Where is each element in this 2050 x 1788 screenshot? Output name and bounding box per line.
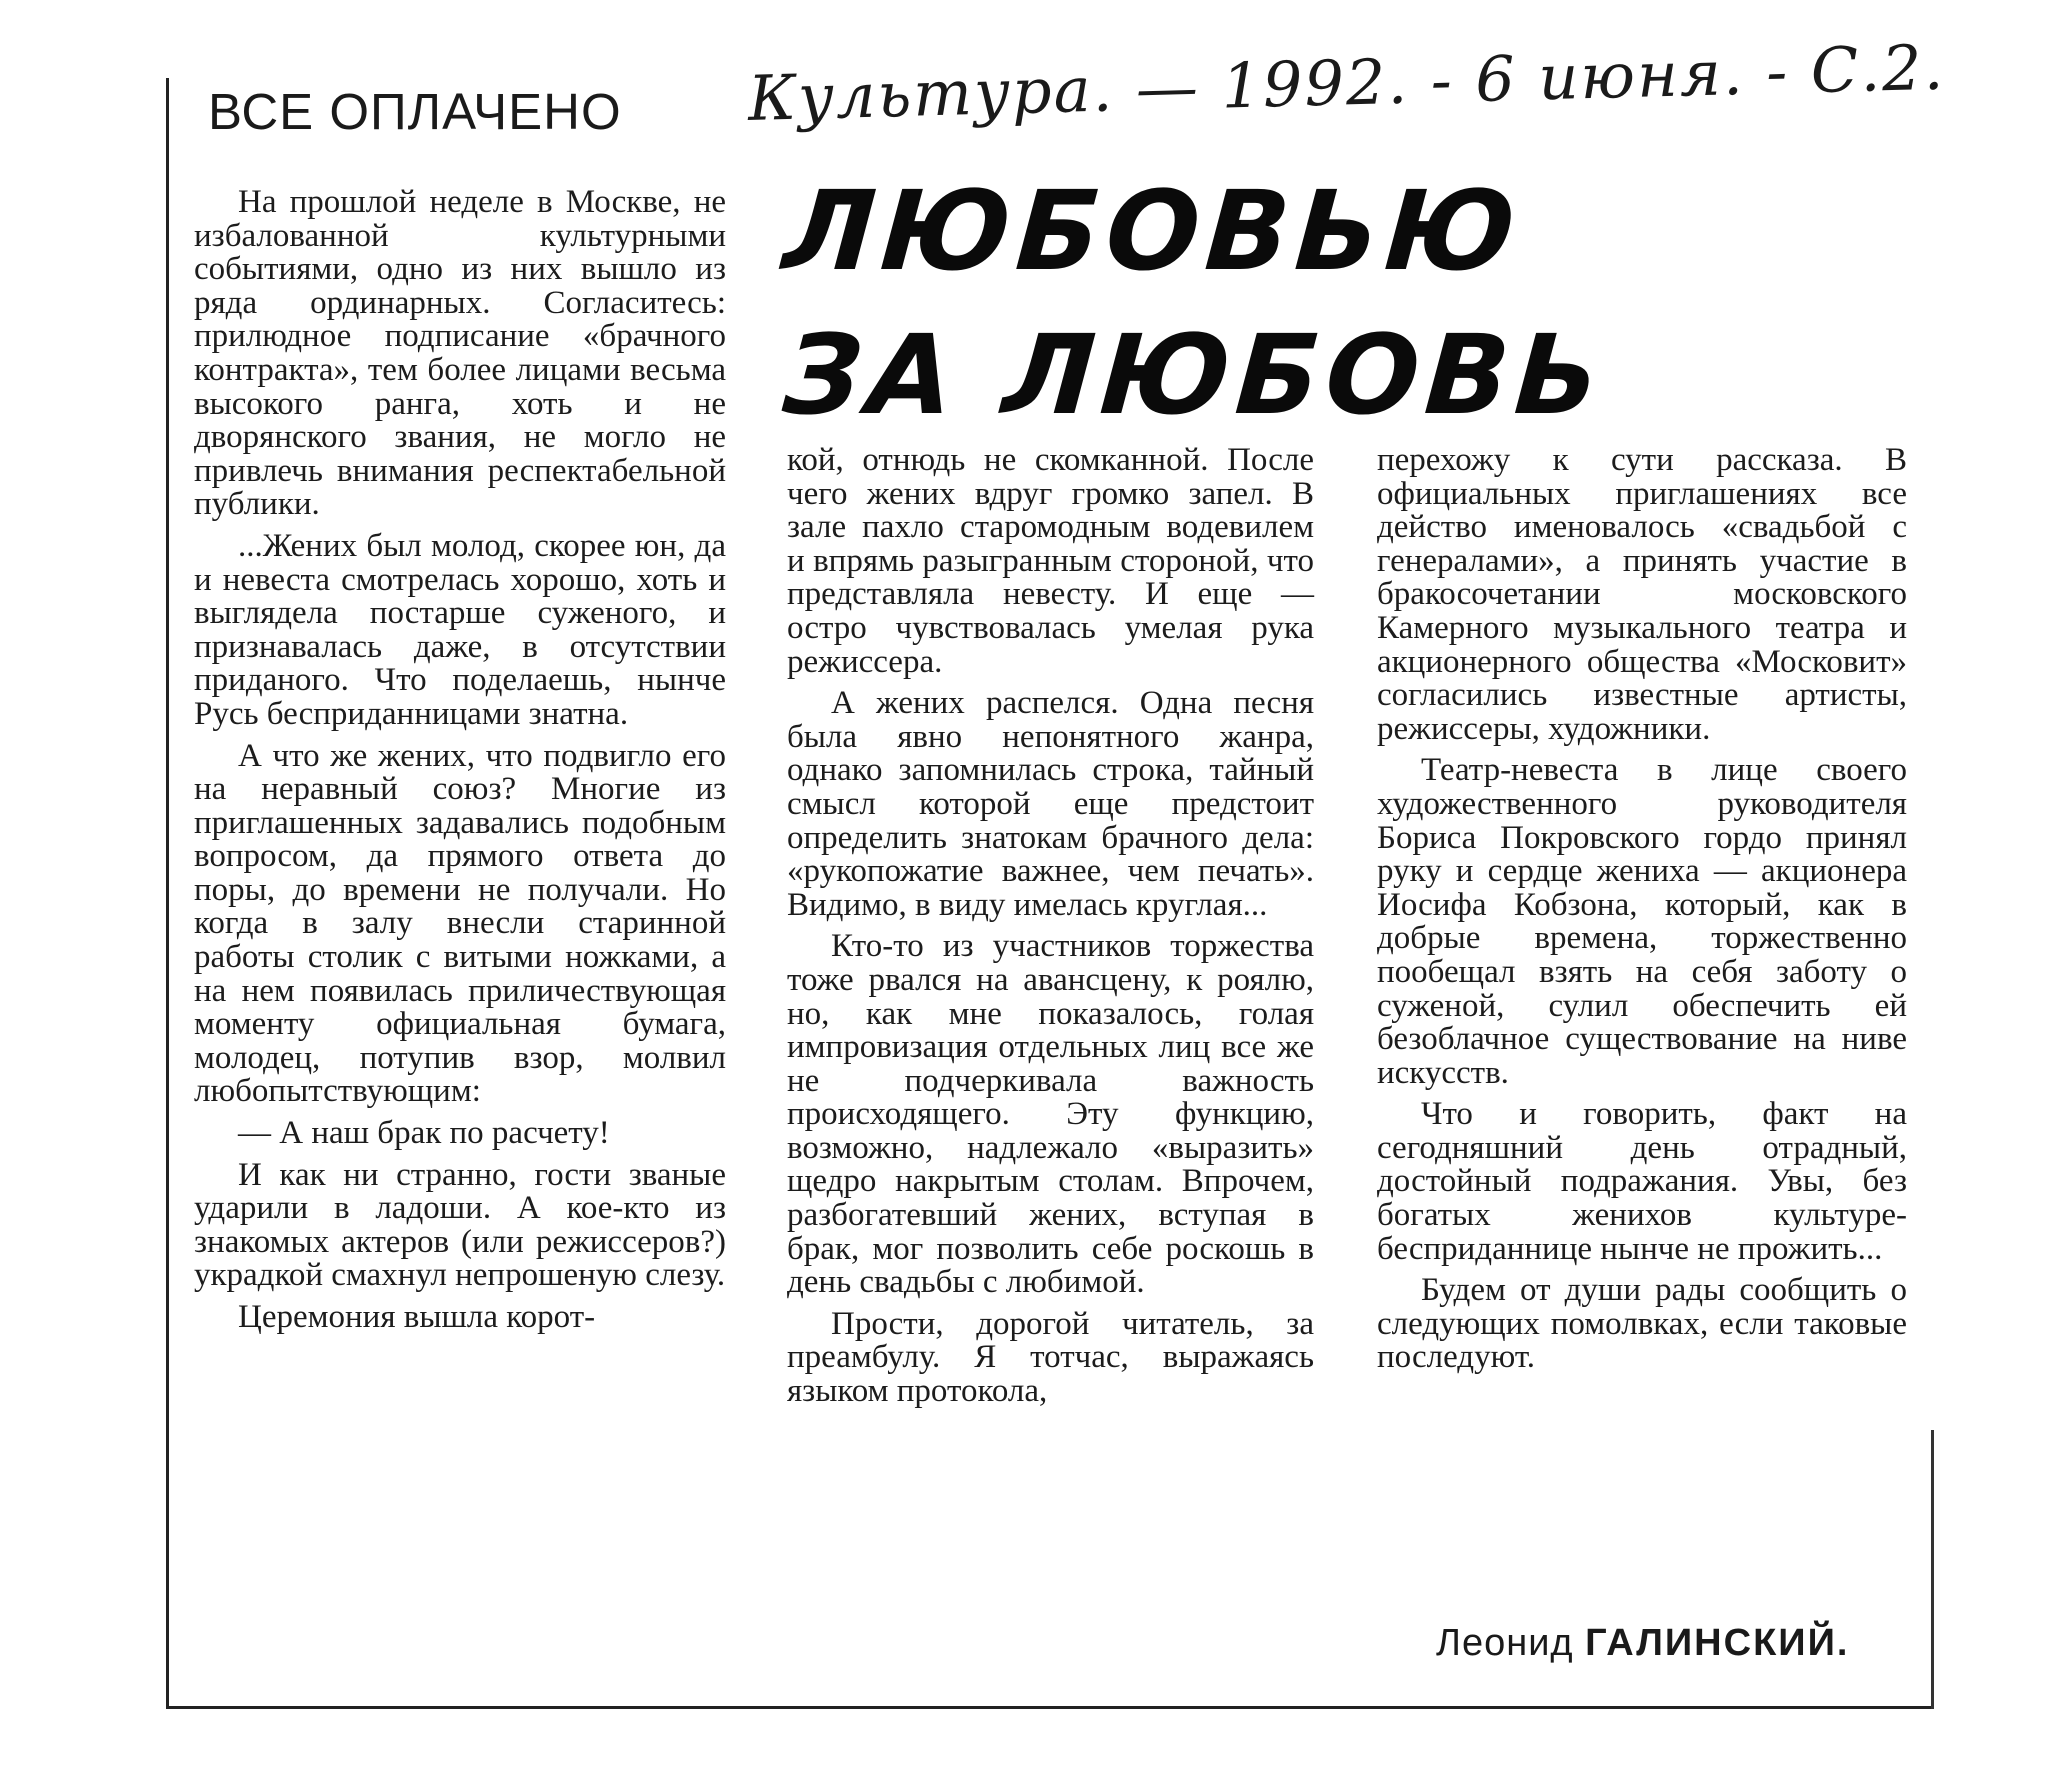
- author-surname: ГАЛИНСКИЙ.: [1585, 1622, 1850, 1664]
- paragraph: перехожу к сути рассказа. В официальных приглашениях все действо именовалось «свадьбой с генералами», а принять участие в бракосочетании московского Камерного музыкального театра и акционерного общества «Московит» согласились известные артисты, режиссеры, художники.: [1377, 442, 1907, 747]
- paragraph: Кто-то из участников торжества тоже рвался на авансцену, к роялю, но, как мне показалось, голая импровизация отдельных лиц все же не подчеркивала важность происходящего. Эту функцию, возможно, надлежало «выразить» щедро накрытым столам. Впрочем, разбогатевший жених, вступая в брак, мог позволить себе роскошь в день свадьбы с любимой.: [787, 928, 1314, 1301]
- article-column-1: [194, 186, 726, 1335]
- rubric-title: ВСЕ ОПЛАЧЕНО: [208, 83, 622, 140]
- paragraph: А жених распелся. Одна песня была явно непонятного жанра, однако запомнилась строка, тайный смысл которой еще предстоит определить знатокам брачного дела: «рукопожатие важнее, чем печать». Видимо, в виду имелась круглая...: [787, 685, 1314, 923]
- paragraph: Театр-невеста в лице своего художественного руководителя Бориса Покровского гордо принял руку и сердце жениха — акционера Иосифа Кобзона, который, как в добрые времена, торжественно пообещал взять на себя заботу о суженой, сулил обеспечить ей безоблачное существование на ниве искусств.: [1377, 752, 1907, 1091]
- paragraph: На прошлой неделе в Москве, не избалованной культурными событиями, одно из них вышло из ряда ординарных. Согласитесь: прилюдное подписание «брачного контракта», тем более лицами весьма высокого ранга, хоть и не дворянского звания, не могло не привлечь внимания респектабельной публики.: [194, 184, 726, 523]
- headline-line-1: ЛЮБОВЬЮ: [779, 167, 1526, 295]
- handwritten-source-note: Культура. — 1992. - 6 июня. - С.2.: [747, 30, 1947, 135]
- author-first-name: Леонид: [1436, 1622, 1574, 1664]
- paragraph: И как ни странно, гости званые ударили в ладоши. А кое-кто из знакомых актеров (или режиссеров?) украдкой смахнул непрошеную слезу.: [194, 1156, 726, 1294]
- article-column-3: [1377, 444, 1907, 1375]
- paragraph: Церемония вышла корот-: [238, 1299, 596, 1335]
- paragraph: кой, отнюдь не скомканной. После чего жених вдруг громко запел. В зале пахло старомодным водевилем и впрямь разыгранным стороной, что представляла невесту. И еще — остро чувствовалась умелая рука режиссера.: [787, 442, 1314, 680]
- clipping-left-rule: [166, 78, 169, 1708]
- paragraph: Будем от души рады сообщить о следующих помолвках, если таковые последуют.: [1377, 1272, 1907, 1376]
- paragraph: А что же жених, что подвигло его на неравный союз? Многие из приглашенных задавались подобным вопросом, да прямого ответа до поры, до времени не получали. Но когда в залу внесли старинной работы столик с витыми ножками, а на нем появилась приличествующая моменту официальная бумага, молодец, потупив взор, молвил любопытствующим:: [194, 737, 726, 1110]
- headline-line-2: ЗА ЛЮБОВЬ: [779, 311, 1610, 439]
- paragraph: — А наш брак по расчету!: [238, 1115, 610, 1152]
- paragraph: Что и говорить, факт на сегодняшний день отрадный, достойный подражания. Увы, без богатых женихов культуре-бесприданнице нынче не прожить...: [1377, 1096, 1907, 1267]
- article-column-2: [787, 444, 1314, 1409]
- author-signature: [1436, 1622, 1849, 1665]
- clipping-right-rule: [1931, 1430, 1934, 1709]
- clipping-bottom-rule: [166, 1706, 1934, 1709]
- paragraph: Прости, дорогой читатель, за преамбулу. Я тотчас, выражаясь языком протокола,: [787, 1305, 1314, 1410]
- paragraph: ...Жених был молод, скорее юн, да и невеста смотрелась хорошо, хоть и выглядела постарше суженого, и признавалась даже, в отсутствии приданого. Что поделаешь, нынче Русь бесприданницами знатна.: [194, 527, 726, 732]
